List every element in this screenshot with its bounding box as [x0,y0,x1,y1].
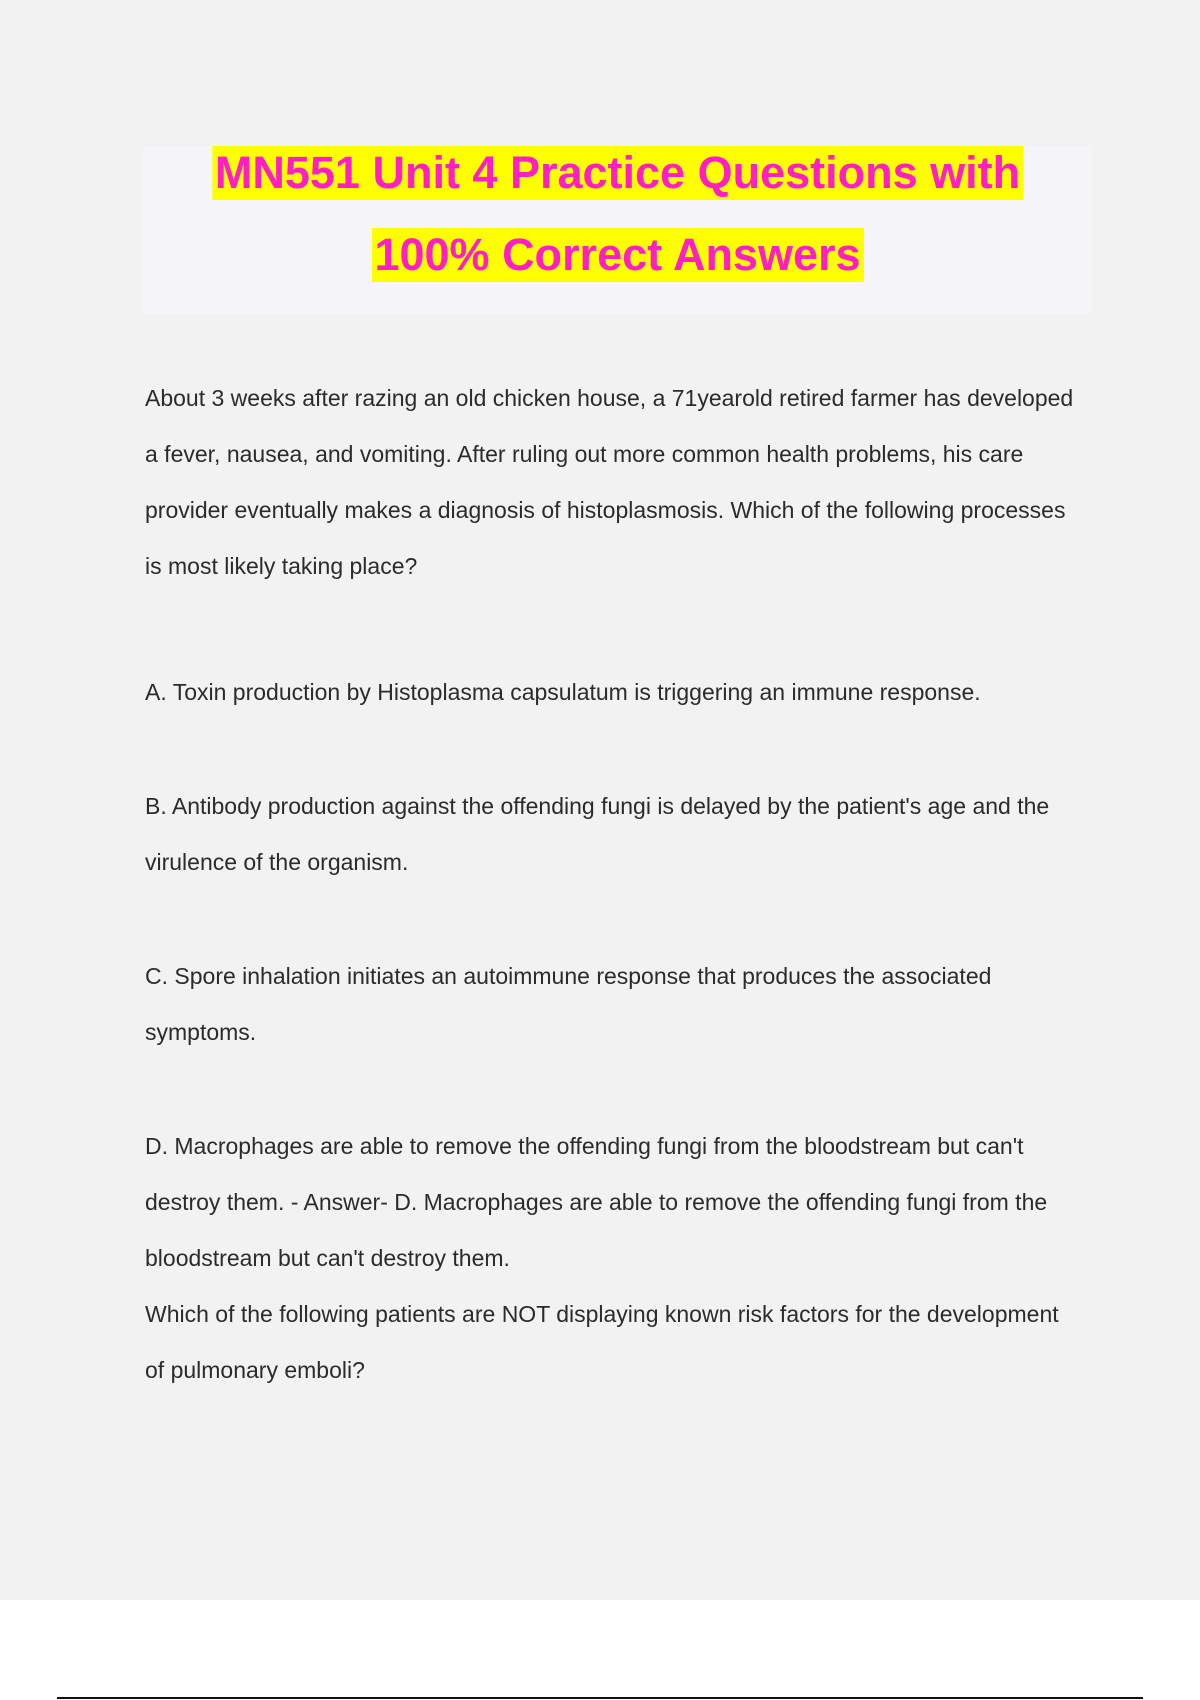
footer-divider [57,1697,1143,1699]
option-b: B. Antibody production against the offending fungi is delayed by the patient's age and the virulence of the organism. [145,793,1050,875]
option-c: C. Spore inhalation initiates an autoimmune response that produces the associated symptoms. [145,963,992,1045]
title-block [143,146,1092,314]
option-a: A. Toxin production by Histoplasma capsulatum is triggering an immune response. [145,679,981,705]
question-1-text: About 3 weeks after razing an old chicken house, a 71yearold retired farmer has developed a fever, nausea, and vomiting. After ruling out more common health problems, his care provider eventually makes a diagnosis of histoplasmosis. Which of the following processes is most likely taking place? [145,385,1074,579]
title-line-1: MN551 Unit 4 Practice Questions with [212,146,1023,200]
title-line-2: 100% Correct Answers [371,228,863,282]
option-d-with-answer: D. Macrophages are able to remove the offending fungi from the bloodstream but can't destroy them. - Answer- D. Macrophages are able to remove the offending fungi from the bloodstream but can't destroy them. [145,1133,1048,1271]
document-body [145,370,1080,1398]
question-2-text: Which of the following patients are NOT displaying known risk factors for the development of pulmonary emboli? [145,1301,1059,1383]
